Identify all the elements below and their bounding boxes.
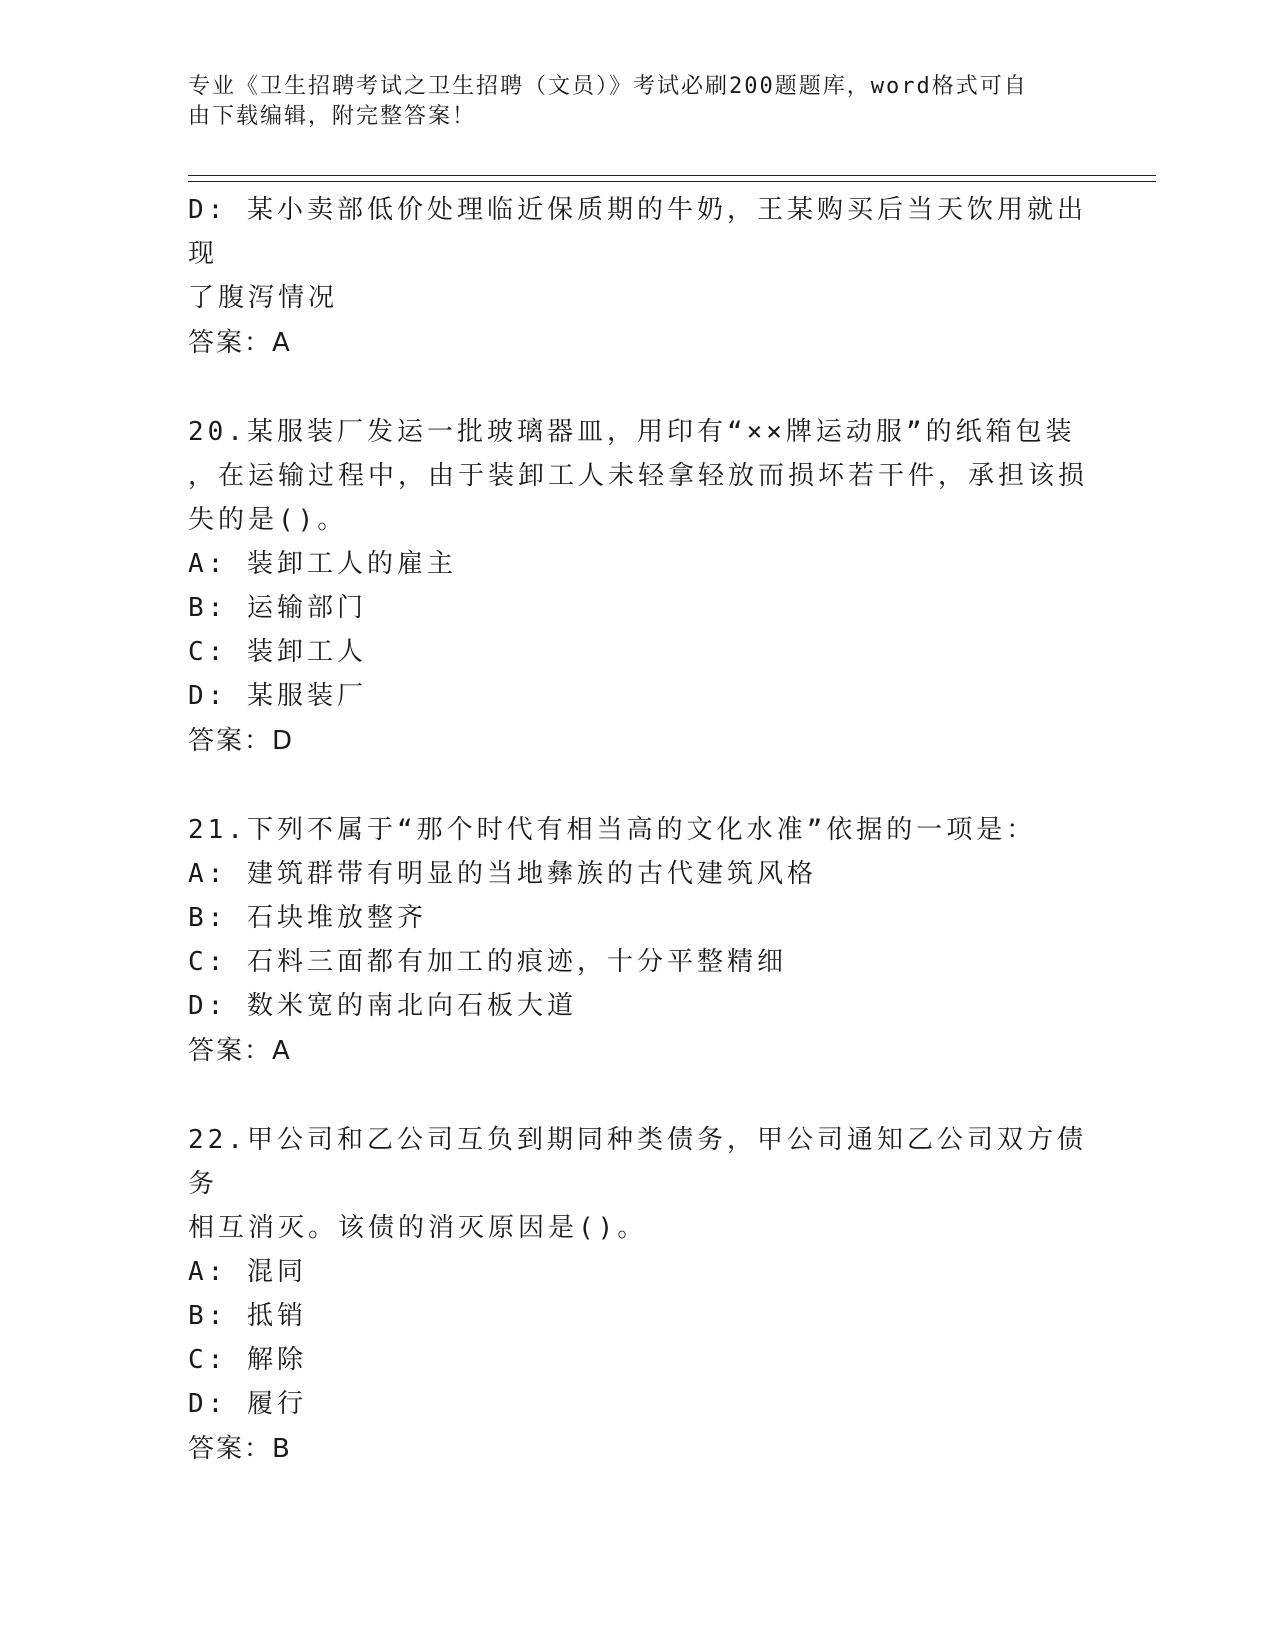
carryover-question <box>188 188 1088 366</box>
question-stem: 相互消灭。该债的消灭原因是()。 <box>188 1213 648 1243</box>
header-divider-top <box>188 175 1156 176</box>
option-b: B: 运输部门 <box>188 593 367 623</box>
question-22 <box>188 1118 1088 1472</box>
option-b: B: 石块堆放整齐 <box>188 903 427 933</box>
option-d: D: 履行 <box>188 1389 307 1419</box>
option-d: D: 某小卖部低价处理临近保质期的牛奶，王某购买后当天饮用就出现 <box>188 195 1087 269</box>
option-d: D: 某服装厂 <box>188 681 367 711</box>
header-divider-bottom <box>188 181 1156 182</box>
option-c: C: 解除 <box>188 1345 307 1375</box>
option-a: A: 装卸工人的雇主 <box>188 549 457 579</box>
option-a: A: 混同 <box>188 1257 307 1287</box>
header-line-2: 由下载编辑，附完整答案！ <box>188 104 477 129</box>
question-stem: ，在运输过程中，由于装卸工人未轻拿轻放而损坏若干件，承担该损 <box>188 461 1089 491</box>
answer-line: 答案：B <box>188 1434 292 1464</box>
spacer <box>188 764 1088 808</box>
question-stem: 失的是()。 <box>188 505 348 535</box>
question-20 <box>188 410 1088 764</box>
question-21 <box>188 808 1088 1074</box>
option-d-continued: 了腹泻情况 <box>188 283 339 313</box>
document-body <box>188 188 1088 1472</box>
option-d: D: 数米宽的南北向石板大道 <box>188 991 577 1021</box>
spacer <box>188 366 1088 410</box>
option-c: C: 装卸工人 <box>188 637 367 667</box>
answer-line: 答案：A <box>188 1036 292 1066</box>
option-b: B: 抵销 <box>188 1301 307 1331</box>
option-a: A: 建筑群带有明显的当地彝族的古代建筑风格 <box>188 859 817 889</box>
option-c: C: 石料三面都有加工的痕迹，十分平整精细 <box>188 947 787 977</box>
question-stem: 22.甲公司和乙公司互负到期同种类债务，甲公司通知乙公司双方债务 <box>188 1125 1087 1199</box>
spacer <box>188 1074 1088 1118</box>
header-line-1: 专业《卫生招聘考试之卫生招聘（文员）》考试必刷200题题库，word格式可自 <box>188 74 1028 99</box>
question-stem: 20.某服装厂发运一批玻璃器皿，用印有“××牌运动服”的纸箱包装 <box>188 417 1076 447</box>
question-stem: 21.下列不属于“那个时代有相当高的文化水准”依据的一项是： <box>188 815 1037 845</box>
page-header <box>188 72 1068 132</box>
answer-line: 答案：A <box>188 328 292 358</box>
answer-line: 答案：D <box>188 726 295 756</box>
